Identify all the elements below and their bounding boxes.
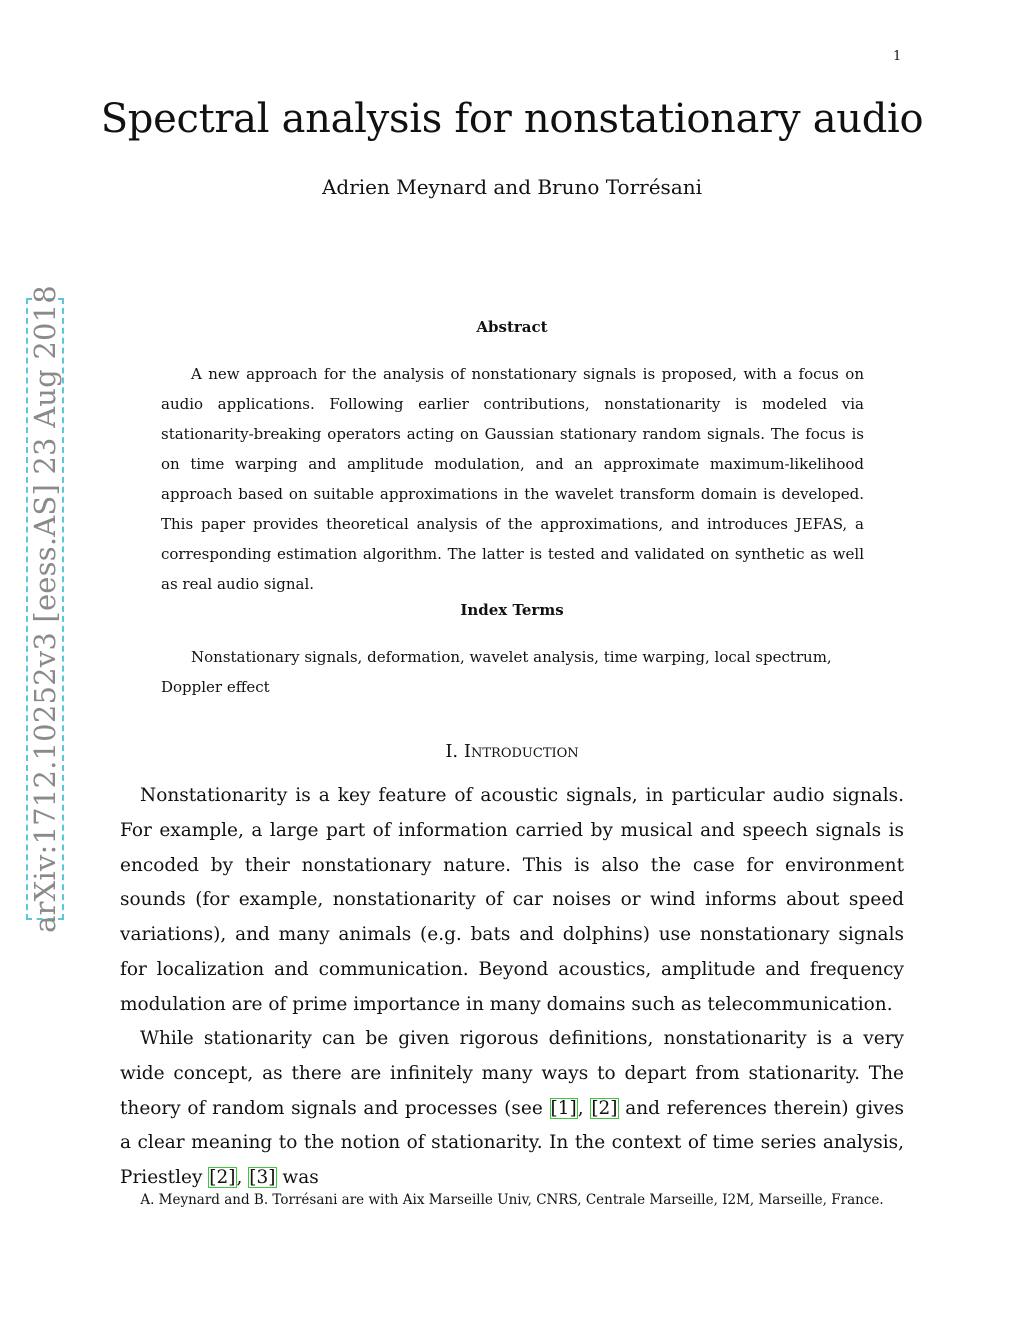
paragraph-text: was [276,1167,319,1189]
citation-link-1[interactable]: [1] [550,1097,577,1119]
section-number: I. [445,741,459,762]
citation-link-2[interactable]: [2] [591,1097,618,1119]
paper-title: Spectral analysis for nonstationary audio [100,96,924,142]
section-title: Introduction [463,741,579,762]
intro-paragraph-1: Nonstationarity is a key feature of acoustic signals, in particular audio signals. For example, a large part of information carried by musical and speech signals is encoded by their nonstationary nature. This is also the case for environment sounds (for example, nonstationarity of car noises or wind informs about speed variations), and many animals (e.g. bats and dolphins) use nonstationary signals for localization and communication. Beyond acoustics, amplitude and frequency modulation are of prime importance in many domains such as telecommunication. [120,785,904,1015]
abstract-heading: Abstract [476,318,548,336]
author-affiliation-footnote: A. Meynard and B. Torrésani are with Aix Marseille Univ, CNRS, Centrale Marseille, I2M, Marseille, France. [140,1192,884,1208]
section-heading [0,741,1024,762]
paragraph-text: While stationarity can be given rigorous definitions, nonstationarity is a very wide concept, as there are infinitely many ways to depart from stationarity. The theory of random signals and processes (see [120,1028,904,1119]
intro-paragraph-2 [120,1022,904,1196]
index-terms-text: Nonstationary signals, deformation, wavelet analysis, time warping, local spectrum, Doppler effect [161,648,832,696]
abstract-text: A new approach for the analysis of nonstationary signals is proposed, with a focus on audio applications. Following earlier contributions, nonstationarity is modeled via stationarity-breaking operators acting on Gaussian stationary random signals. The focus is on time warping and amplitude modulation, and an approximate maximum-likelihood approach based on suitable approximations in the wavelet transform domain is developed. This paper provides theoretical analysis of the approximations, and introduces JEFAS, a corresponding estimation algorithm. The latter is tested and validated on synthetic as well as real audio signal. [161,365,864,593]
page-number: 1 [893,49,902,64]
citation-separator: , [577,1097,591,1119]
index-terms-heading: Index Terms [460,601,564,619]
arxiv-identifier-text: arXiv:1712.10252v3 [eess.AS] 23 Aug 2018 [28,285,62,933]
citation-link-2b[interactable]: [2] [209,1167,236,1189]
paragraph-text: and references therein) gives a clear meaning to the notion of stationarity. In the context of time series analysis, Priestley [120,1097,905,1189]
citation-link-3[interactable]: [3] [249,1167,276,1189]
author-list: Adrien Meynard and Bruno Torrésani [321,175,703,199]
citation-separator: , [236,1167,249,1189]
